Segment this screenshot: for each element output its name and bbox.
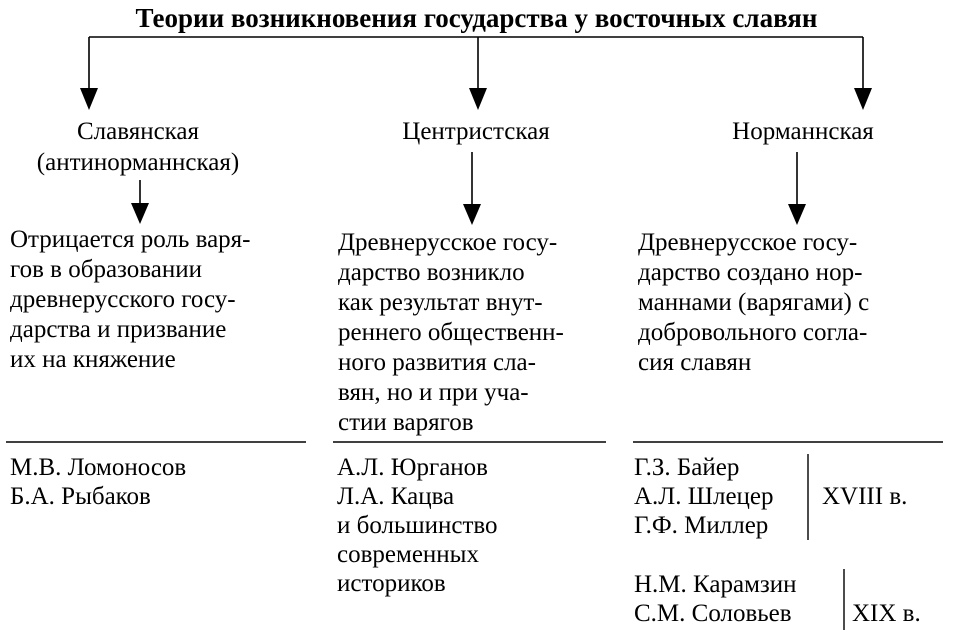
description-line: гов в образовании (10, 256, 202, 283)
theory-centrist-proponents (337, 453, 498, 598)
arrow-to-centrist (469, 37, 487, 110)
theory-slavic-name (0, 116, 276, 178)
description-line: дарство создано нор- (638, 259, 863, 286)
theory-slavic-description (10, 225, 251, 375)
proponent-name: Б.А. Рыбаков (10, 483, 151, 510)
theory-norman-proponents-xix (634, 570, 797, 628)
proponent-name: историков (337, 570, 446, 597)
diagram-title: Теории возникновения государства у восточных славян (135, 3, 818, 33)
theory-centrist-description (338, 228, 564, 438)
arrow-slavic-description (131, 180, 149, 224)
arrow-to-slavic (80, 37, 98, 110)
proponent-name: и большинство (337, 512, 498, 539)
description-line: как результат внут- (338, 289, 543, 316)
description-line: добровольного согла- (638, 319, 868, 346)
description-line: Древнерусское госу- (638, 229, 858, 256)
proponent-name: Н.М. Карамзин (634, 571, 797, 598)
theory-centrist-name (356, 116, 596, 147)
proponent-name: А.Л. Шлецер (634, 483, 774, 510)
description-line: дарства и призвание (10, 316, 227, 343)
proponent-name: С.М. Соловьев (634, 600, 792, 627)
arrow-norman-description (788, 152, 806, 225)
arrow-to-norman (854, 37, 872, 110)
theory-norman-proponents-xviii (634, 453, 774, 540)
proponent-name: Г.З. Байер (634, 454, 740, 481)
theory-norman-name-line: Норманнская (732, 118, 874, 145)
theory-norman-name (686, 116, 920, 147)
description-line: маннами (варягами) с (638, 289, 870, 316)
theory-slavic-name-line: Славянская (76, 118, 200, 145)
description-line: ного развития сла- (338, 349, 536, 376)
century-label-xviii: XVIII в. (822, 483, 908, 510)
theory-centrist-name-line: Центристская (402, 118, 550, 145)
arrow-centrist-description (463, 152, 481, 225)
proponent-name: М.В. Ломоносов (10, 454, 187, 481)
century-label-xix: XIX в. (852, 600, 921, 627)
description-line: их на княжение (10, 346, 176, 373)
theory-slavic-name-line: (антинорманнская) (36, 149, 240, 176)
description-line: реннего общественн- (338, 319, 564, 346)
description-line: вян, но и при уча- (338, 379, 529, 406)
description-line: древнерусского госу- (10, 286, 236, 313)
description-line: сия славян (638, 349, 752, 376)
description-line: Отрицается роль варя- (10, 226, 251, 253)
description-line: Древнерусское госу- (338, 229, 558, 256)
description-line: стии варягов (338, 409, 474, 436)
description-line: дарство возникло (338, 259, 525, 286)
proponent-name: Г.Ф. Миллер (634, 512, 769, 539)
theory-norman-description (638, 228, 869, 378)
theory-slavic-proponents (10, 453, 186, 511)
proponent-name: А.Л. Юрганов (337, 454, 488, 481)
proponent-name: Л.А. Кацва (337, 483, 455, 510)
proponent-name: современных (337, 541, 479, 568)
